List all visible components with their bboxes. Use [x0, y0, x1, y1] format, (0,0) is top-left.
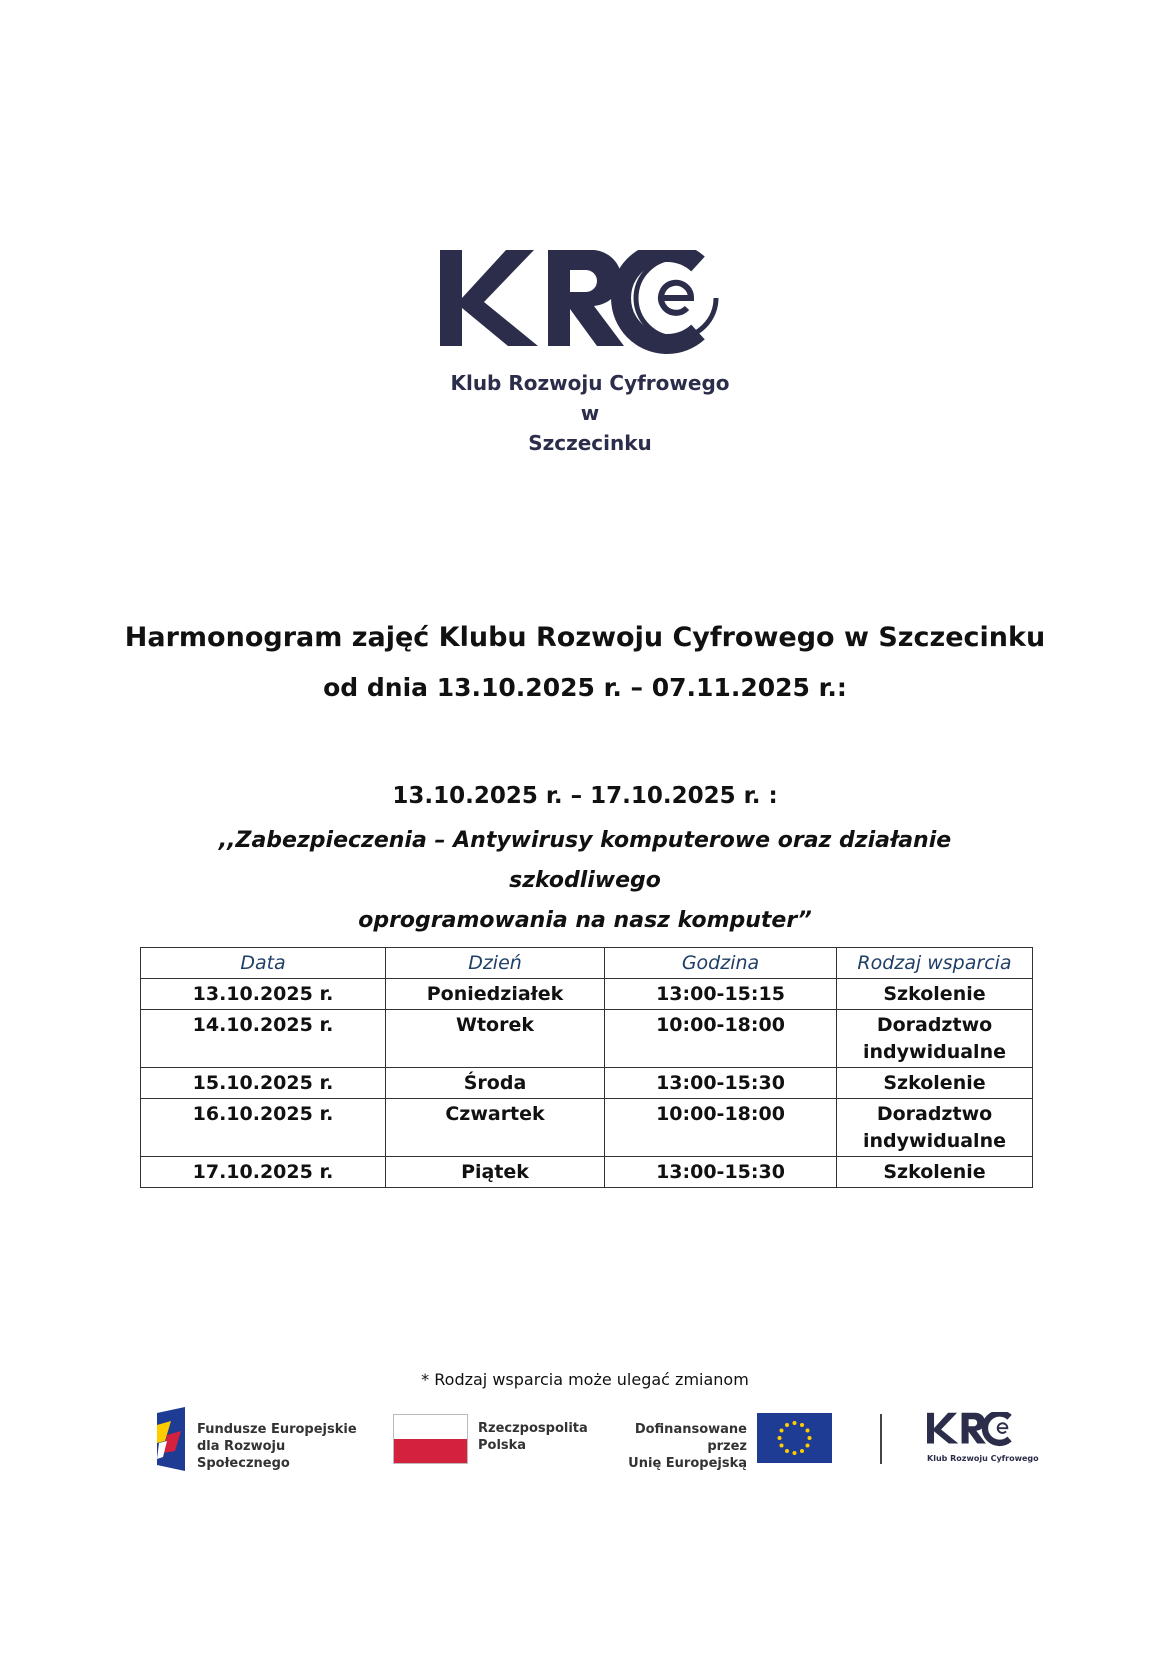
fe-flag-icon — [153, 1407, 189, 1471]
krc-small-subtitle: Klub Rozwoju Cyfrowego — [927, 1454, 1039, 1463]
cell-support: Szkolenie — [837, 1068, 1033, 1099]
topic-line1: ,,Zabezpieczenia – Antywirusy komputerowe oraz działanie szkodliwego — [218, 828, 952, 893]
cell-time: 10:00-18:00 — [605, 1010, 837, 1068]
header-data: Data — [141, 948, 386, 979]
table-row — [141, 1099, 1033, 1157]
logo-subtitle-line2: Szczecinku — [528, 431, 652, 455]
footnote: * Rodzaj wsparcia może ulegać zmianom — [421, 1370, 749, 1389]
header-rodzaj-wsparcia: Rodzaj wsparcia — [837, 948, 1033, 979]
topic — [140, 821, 1030, 941]
eu-logo — [605, 1413, 835, 1471]
cell-day: Piątek — [386, 1157, 605, 1188]
cell-time: 13:00-15:30 — [605, 1068, 837, 1099]
table-row — [141, 1068, 1033, 1099]
cell-day: Poniedziałek — [386, 979, 605, 1010]
polish-flag-icon — [393, 1414, 468, 1464]
topic-line2: oprogramowania na nasz komputer” — [358, 908, 812, 933]
cell-date: 13.10.2025 r. — [141, 979, 386, 1010]
cell-support: Szkolenie — [837, 1157, 1033, 1188]
cell-support: Doradztwo indywidualne — [837, 1099, 1033, 1157]
rp-line1: Rzeczpospolita — [478, 1421, 588, 1436]
cell-time: 10:00-18:00 — [605, 1099, 837, 1157]
rp-logo — [393, 1414, 593, 1466]
footer-divider — [880, 1414, 882, 1464]
date-range-title: od dnia 13.10.2025 r. – 07.11.2025 r.: — [323, 673, 847, 702]
cell-time: 13:00-15:15 — [605, 979, 837, 1010]
krc-small-logo — [927, 1412, 1039, 1466]
cell-day: Wtorek — [386, 1010, 605, 1068]
fe-line1: Fundusze Europejskie — [197, 1422, 357, 1437]
cell-date: 14.10.2025 r. — [141, 1010, 386, 1068]
krc-logo — [440, 250, 740, 455]
eu-line2: Unię Europejską — [628, 1456, 747, 1471]
eu-flag-icon — [757, 1413, 832, 1463]
page-title: Harmonogram zajęć Klubu Rozwoju Cyfrowego w Szczecinku — [124, 622, 1046, 653]
krc-logo-subtitle — [440, 368, 740, 458]
krc-small-logo-mark — [927, 1412, 1023, 1452]
header-godzina: Godzina — [605, 948, 837, 979]
table-row — [141, 979, 1033, 1010]
cell-day: Czwartek — [386, 1099, 605, 1157]
table-row — [141, 1157, 1033, 1188]
cell-time: 13:00-15:30 — [605, 1157, 837, 1188]
cell-day: Środa — [386, 1068, 605, 1099]
fe-logo — [153, 1407, 363, 1471]
schedule-table — [140, 947, 1033, 1188]
rp-line2: Polska — [478, 1438, 527, 1453]
logo-subtitle-line1: Klub Rozwoju Cyfrowego w — [450, 371, 730, 425]
header-dzien: Dzień — [386, 948, 605, 979]
fe-line2: dla Rozwoju Społecznego — [197, 1439, 290, 1471]
krc-small-letters — [927, 1412, 929, 1413]
week-range: 13.10.2025 r. – 17.10.2025 r. : — [392, 783, 778, 809]
krc-logo-mark — [440, 250, 740, 370]
cell-date: 16.10.2025 r. — [141, 1099, 386, 1157]
table-row — [141, 1010, 1033, 1068]
table-header-row — [141, 948, 1033, 979]
eu-line1: Dofinansowane przez — [634, 1422, 747, 1454]
cell-support: Szkolenie — [837, 979, 1033, 1010]
cell-date: 17.10.2025 r. — [141, 1157, 386, 1188]
cell-date: 15.10.2025 r. — [141, 1068, 386, 1099]
cell-support: Doradztwo indywidualne — [837, 1010, 1033, 1068]
